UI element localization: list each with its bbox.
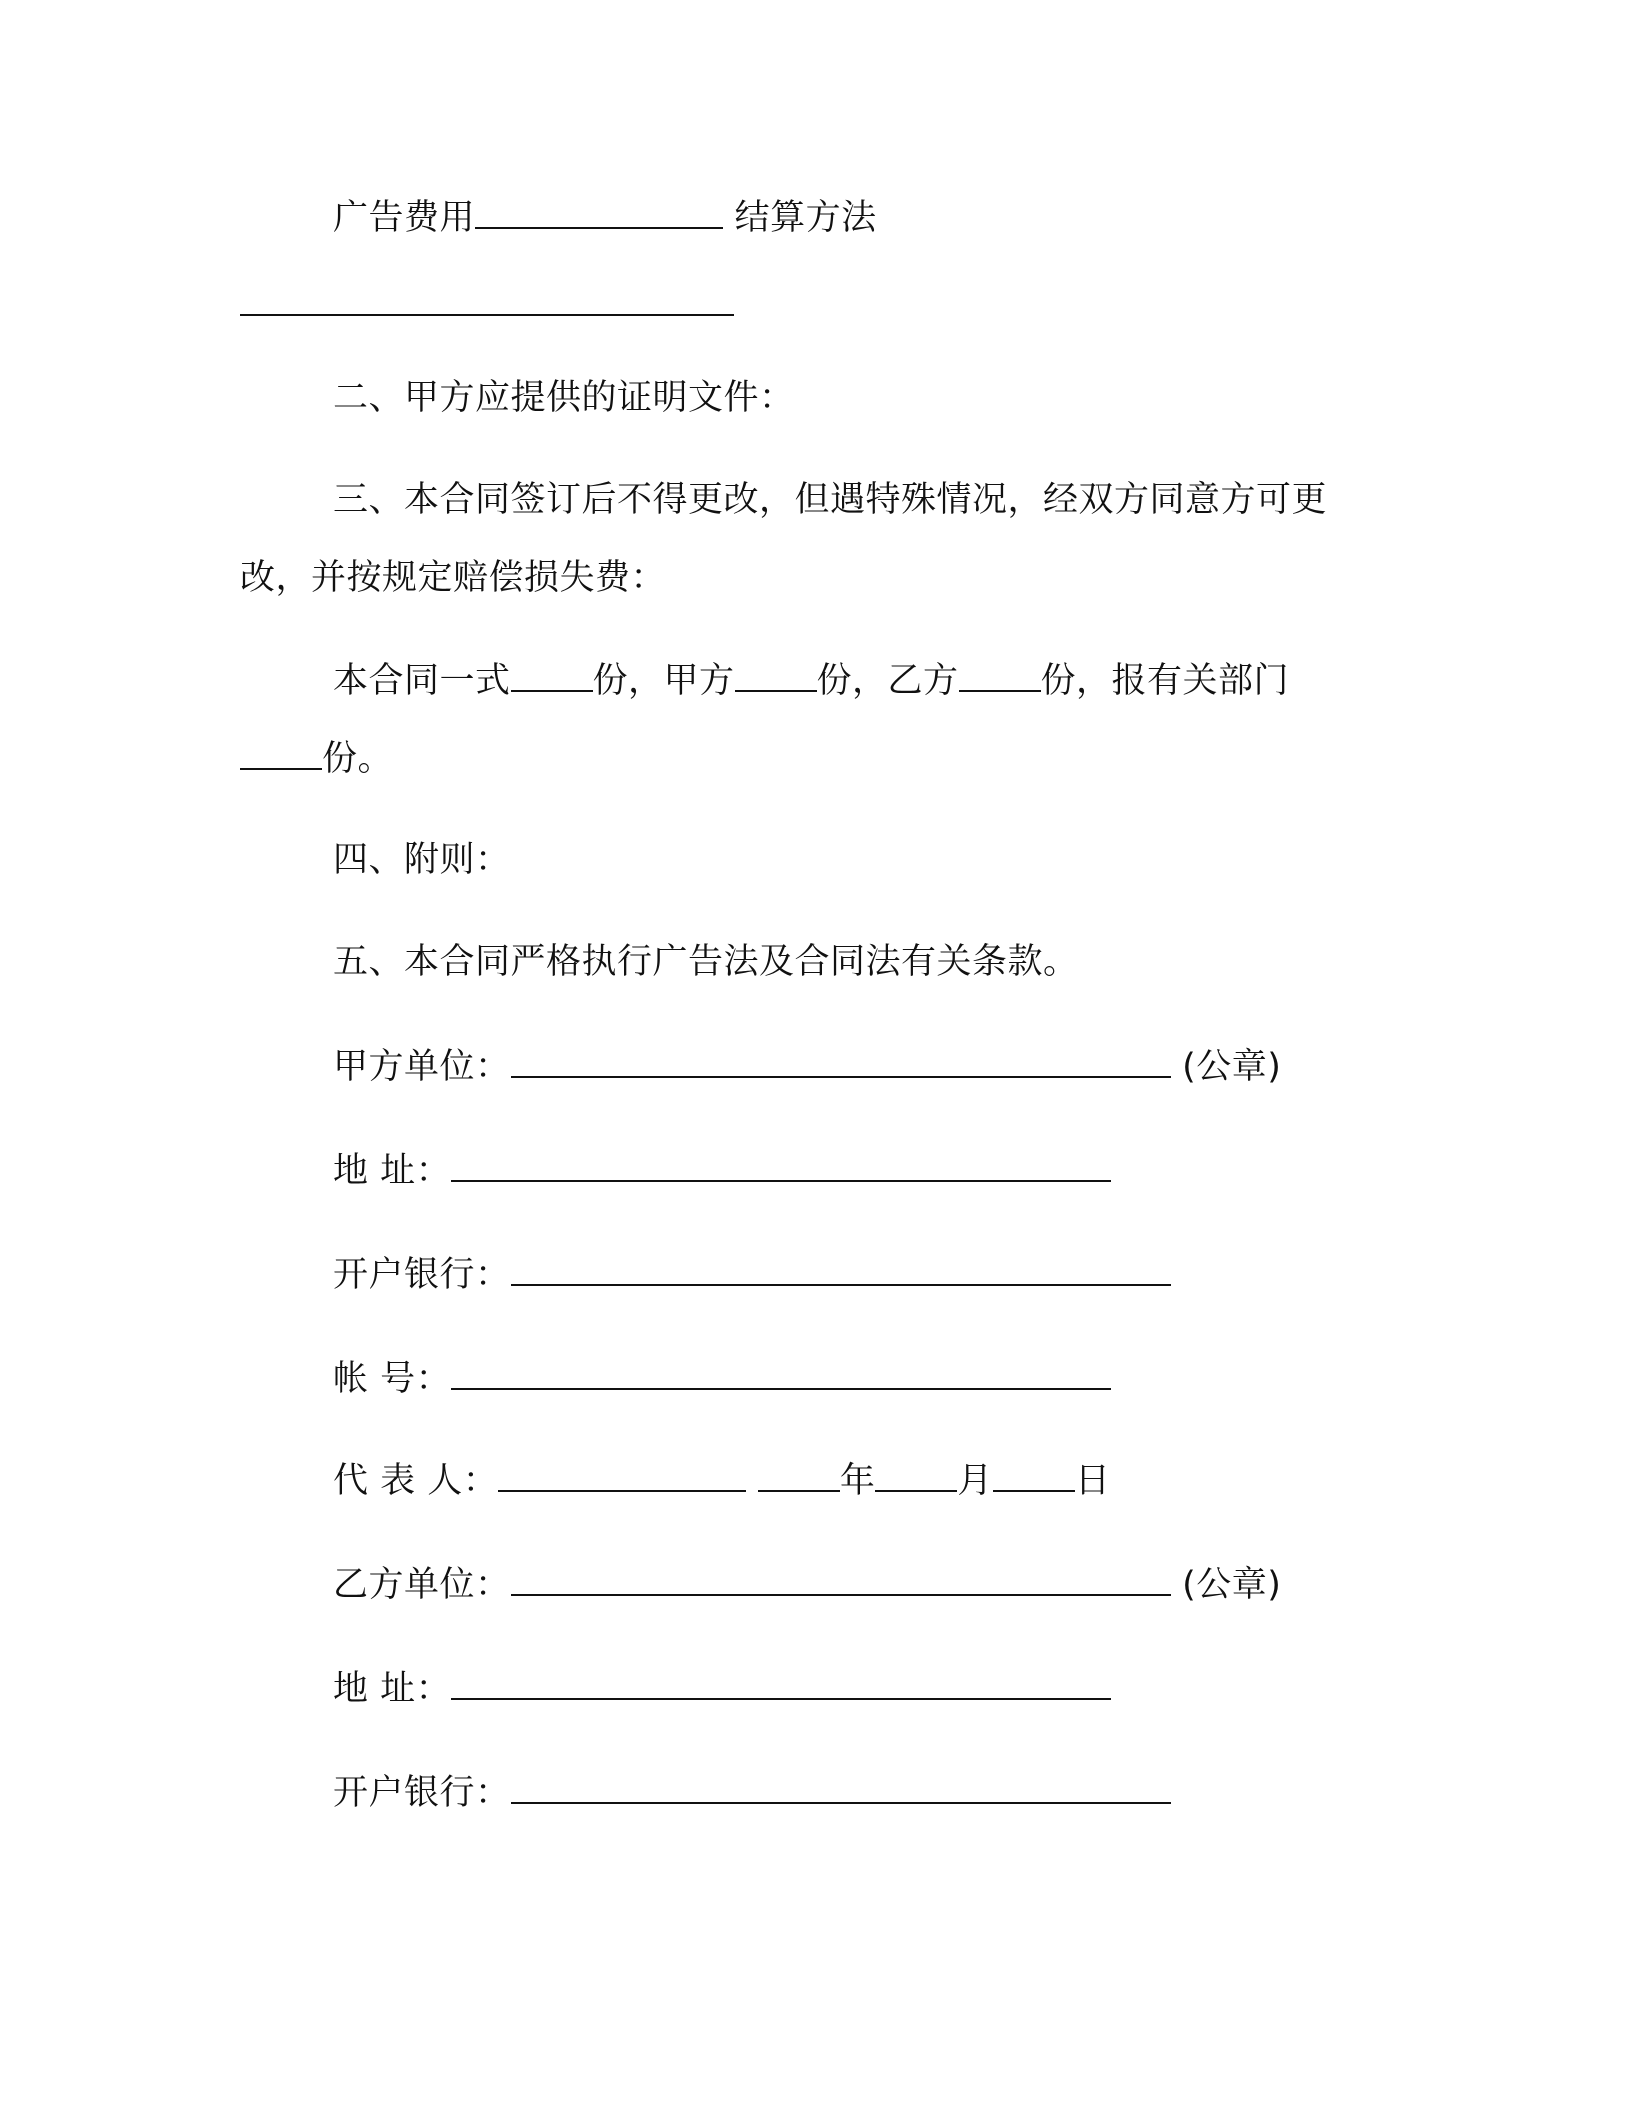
- party-b-address-label: 地 址：: [333, 1669, 452, 1709]
- settlement-line: [240, 280, 734, 329]
- party-b-unit-blank[interactable]: [511, 1560, 1171, 1596]
- month-blank[interactable]: [875, 1456, 957, 1492]
- copies-line-1: [333, 656, 1289, 705]
- party-a-account-label: 帐 号：: [333, 1359, 452, 1399]
- clause-3-line-1: 三、本合同签订后不得更改，但遇特殊情况，经双方同意方可更: [333, 480, 1328, 520]
- party-b-address-blank[interactable]: [451, 1664, 1111, 1700]
- party-b-bank-blank[interactable]: [511, 1768, 1171, 1804]
- copies-line-2: [240, 734, 393, 783]
- party-b-seal: (公章): [1182, 1565, 1282, 1605]
- copies-prefix: 本合同一式: [333, 661, 511, 701]
- copies-total-blank[interactable]: [511, 656, 593, 692]
- party-b-unit-label: 乙方单位：: [333, 1565, 511, 1605]
- party-a-bank-line: [333, 1250, 1171, 1299]
- year-blank[interactable]: [758, 1456, 840, 1492]
- day-blank[interactable]: [993, 1456, 1075, 1492]
- party-b-unit-line: [333, 1560, 1281, 1609]
- clause-5: 五、本合同严格执行广告法及合同法有关条款。: [333, 942, 1079, 982]
- party-a-unit-line: [333, 1042, 1281, 1091]
- party-a-unit-label: 甲方单位：: [333, 1047, 511, 1087]
- party-a-address-label: 地 址：: [333, 1151, 452, 1191]
- settlement-blank[interactable]: [240, 280, 734, 316]
- fee-label: 广告费用: [333, 198, 476, 238]
- party-b-bank-label: 开户银行：: [333, 1773, 511, 1813]
- clause-3-line-2: 改，并按规定赔偿损失费：: [240, 558, 667, 598]
- year-label: 年: [839, 1461, 876, 1501]
- copies-party-a: 份，甲方: [592, 661, 735, 701]
- party-a-seal: (公章): [1182, 1047, 1282, 1087]
- fee-line: [333, 193, 877, 242]
- fee-blank[interactable]: [475, 193, 723, 229]
- copies-party-a-blank[interactable]: [735, 656, 817, 692]
- clause-4: 四、附则：: [333, 840, 511, 880]
- party-a-unit-blank[interactable]: [511, 1042, 1171, 1078]
- clause-2: 二、甲方应提供的证明文件：: [333, 378, 795, 418]
- party-a-account-line: [333, 1354, 1111, 1403]
- party-a-address-line: [333, 1146, 1111, 1195]
- party-a-bank-label: 开户银行：: [333, 1255, 511, 1295]
- copies-report-blank[interactable]: [240, 734, 322, 770]
- settlement-label: 结算方法: [734, 198, 877, 238]
- representative-blank[interactable]: [498, 1456, 746, 1492]
- party-a-bank-blank[interactable]: [511, 1250, 1171, 1286]
- party-b-address-line: [333, 1664, 1111, 1713]
- party-a-account-blank[interactable]: [451, 1354, 1111, 1390]
- copies-party-b: 份，乙方: [816, 661, 959, 701]
- party-a-representative-line: [333, 1456, 1110, 1505]
- party-a-address-blank[interactable]: [451, 1146, 1111, 1182]
- copies-report: 份，报有关部门: [1040, 661, 1290, 701]
- day-label: 日: [1074, 1461, 1111, 1501]
- representative-label: 代 表 人：: [333, 1461, 499, 1501]
- copies-end: 份。: [322, 739, 394, 779]
- party-b-bank-line: [333, 1768, 1171, 1817]
- month-label: 月: [957, 1461, 993, 1501]
- copies-party-b-blank[interactable]: [959, 656, 1041, 692]
